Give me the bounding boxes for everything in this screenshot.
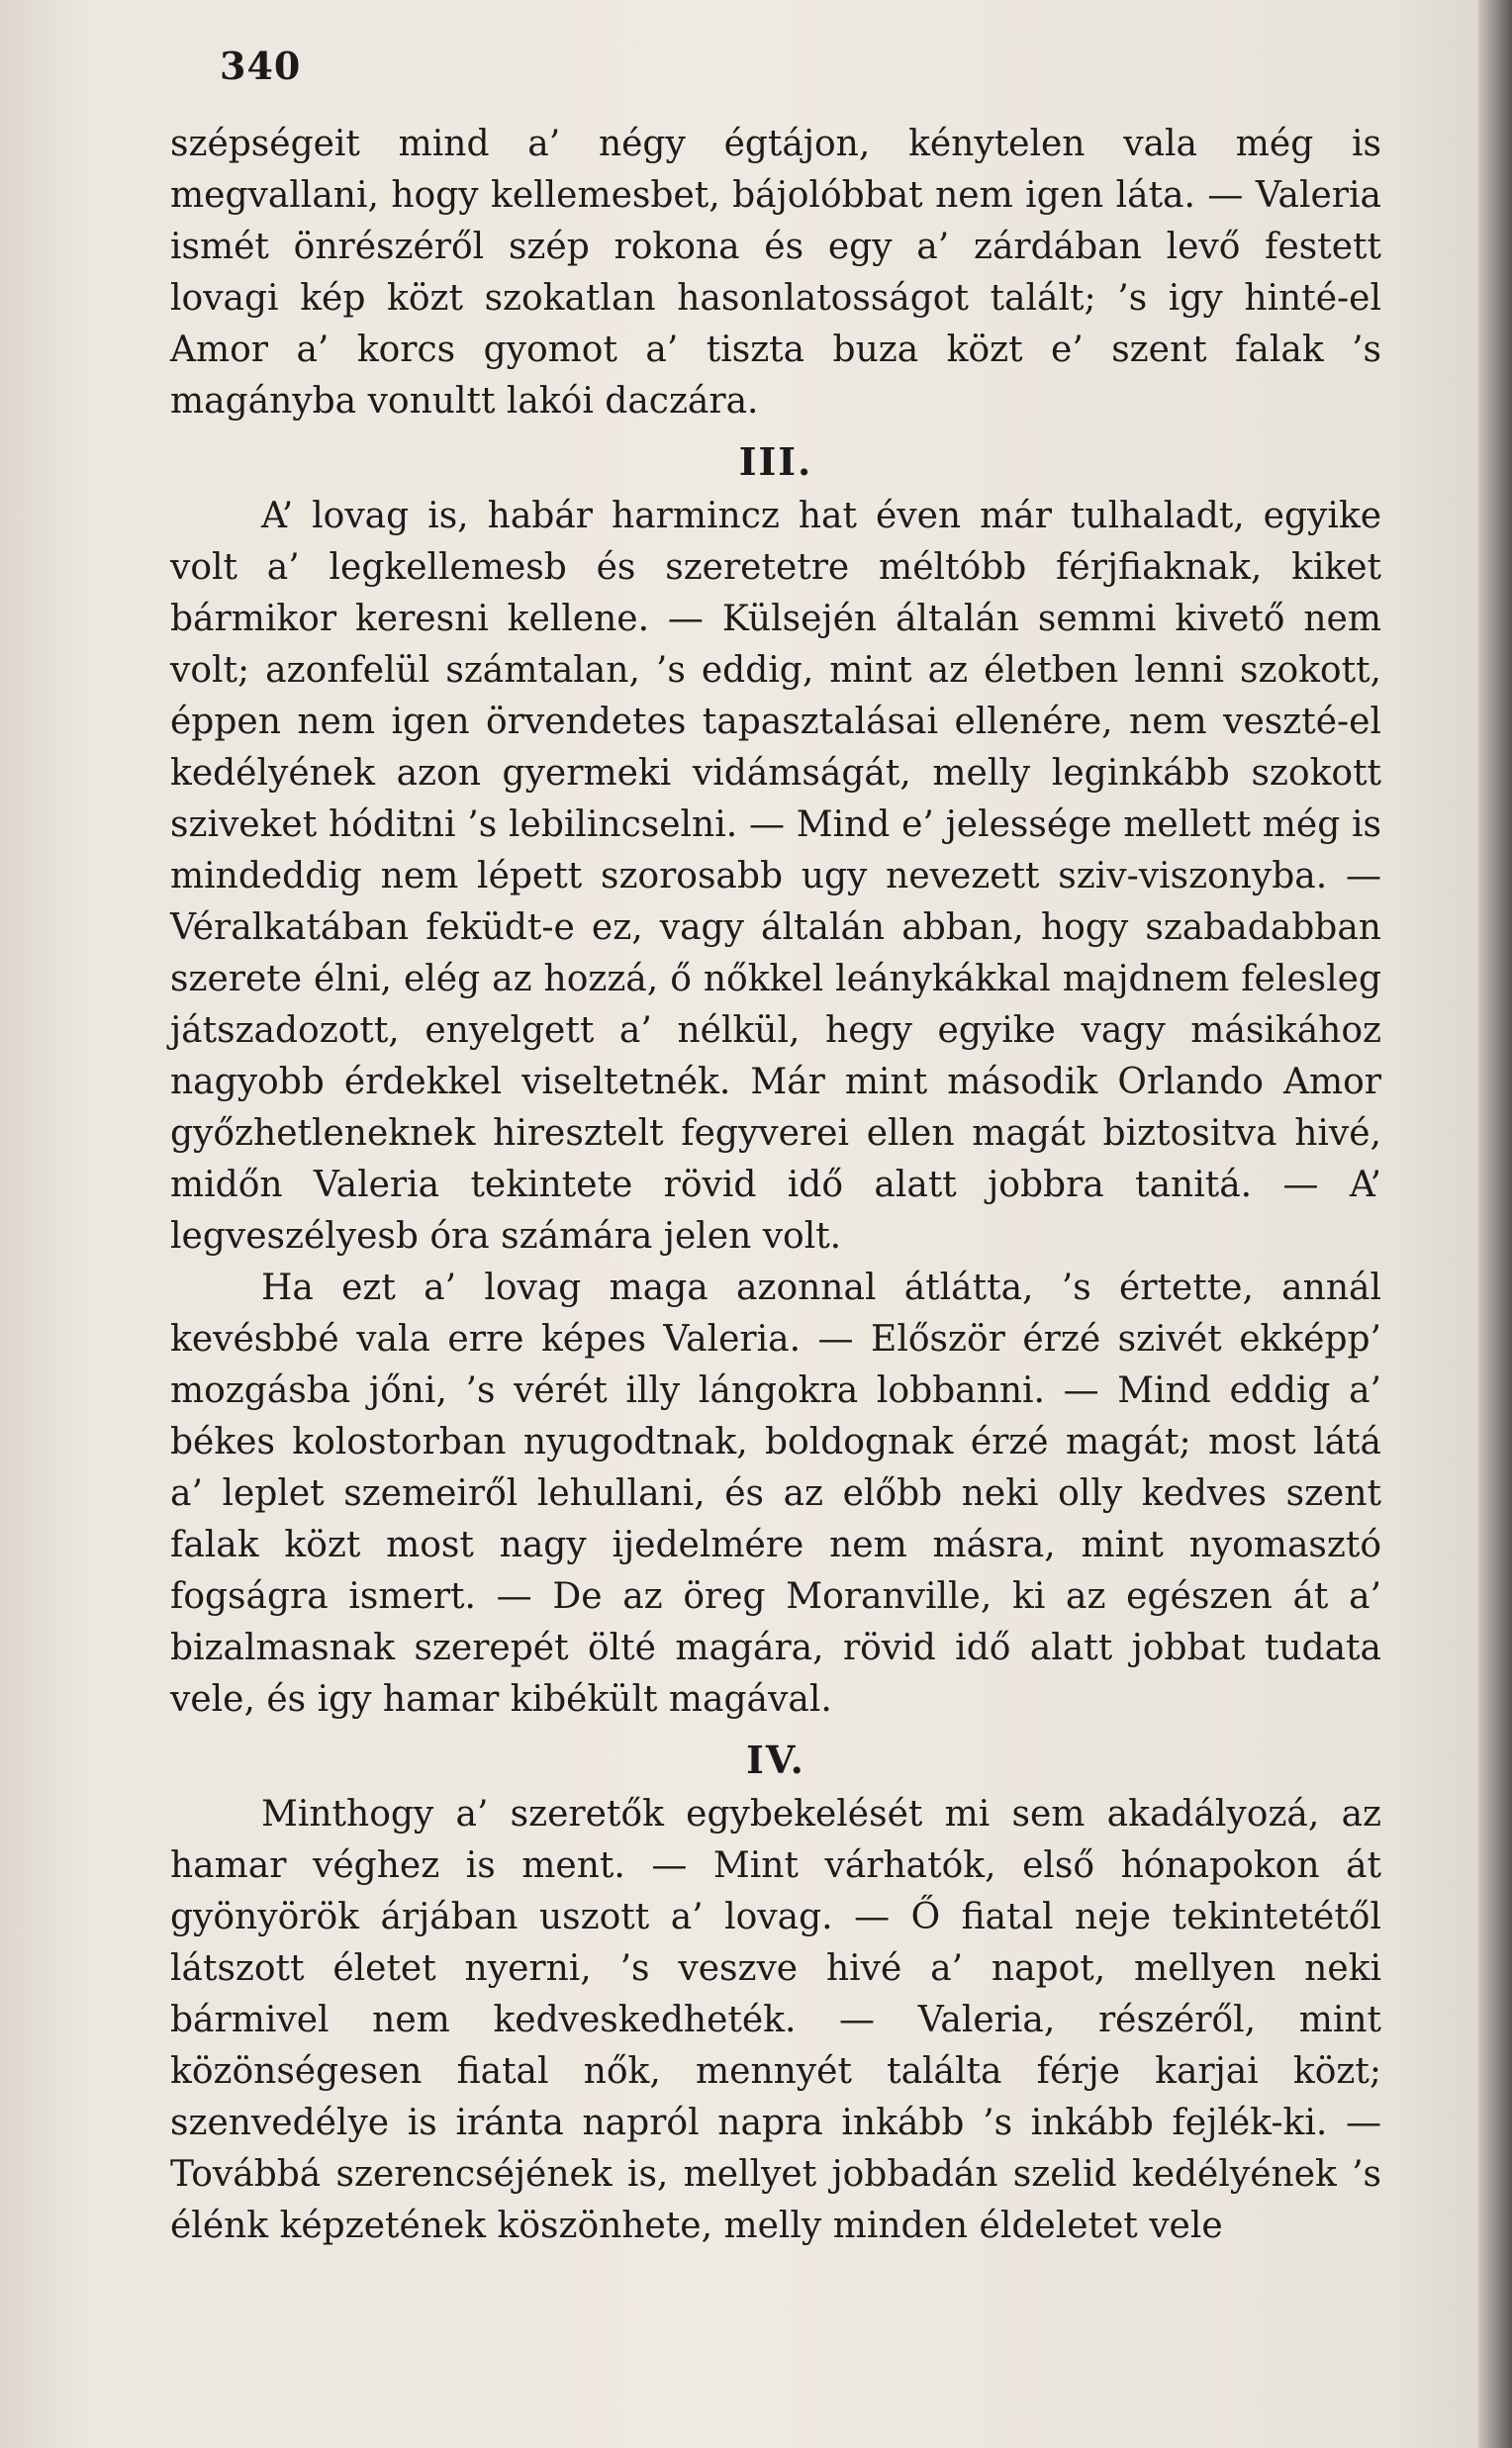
section-heading-4: IV. <box>746 1738 805 1782</box>
paragraph-2: A’ lovag is, habár harmincz hat éven már tulhaladt, egyike volt a’ legkellemesb és szeretetre méltóbb férjfiaknak, kiket bármikor keresni kellene. — Külsején általán semmi kivető nem volt; azonfelül számtalan, ’s eddig, mint az életben lenni szokott, éppen nem igen örvendetes tapasztalásai ellenére, nem veszté-el kedélyének azon gyermeki vidámságát, melly leginkább szokott sziveket hóditni ’s lebilincselni. — Mind e’ jelessége mellett még is mindeddig nem lépett szorosabb ugy nevezett sziv-viszonyba. — Véralkatában feküdt-e ez, vagy általán abban, hogy szabadabban szerete élni, elég az hozzá, ő nőkkel leánykákkal majdnem felesleg játszadozott, enyelgett a’ nélkül, hegy egyike vagy másikához nagyobb érdekkel viseltetnék. Már mint második Orlando Amor győzhetleneknek hiresztelt fegyverei ellen magát biztositva hivé, midőn Valeria tekintete rövid idő alatt jobbra tanitá. — A’ legveszélyesb óra számára jelen volt. <box>170 496 1381 1257</box>
page-number: 340 <box>220 44 302 88</box>
paragraph-4: Minthogy a’ szeretők egybekelését mi sem akadályozá, az hamar véghez is ment. — Mint várhatók, első hónapokon át gyönyörök árjában uszott a’ lovag. — Ő fiatal neje tekintetétől látszott életet nyerni, ’s veszve hivé a’ napot, mellyen neki bármivel nem kedveskedheték. — Valeria, részéről, mint közönségesen fiatal nők, mennyét találta férje karjai közt; szenvedélye is iránta napról napra inkább ’s inkább fejlék-ki. — Továbbá szerencséjének is, mellyet jobbadán szelid kedélyének ’s élénk képzetének köszönhete, melly minden éldeletet vele <box>170 1794 1381 2246</box>
page-edge-shadow <box>1478 0 1512 2448</box>
paragraph-3: Ha ezt a’ lovag maga azonnal átlátta, ’s értette, annál kevésbbé vala erre képes Valeria. — Először érzé szivét ekképp’ mozgásba jőni, ’s vérét illy lángokra lobbanni. — Mind eddig a’ békes kolostorban nyugodtnak, boldognak érzé magát; most látá a’ leplet szemeiről lehullani, és az előbb neki olly kedves szent falak közt most nagy ijedelmére nem másra, mint nyomasztó fogságra ismert. — De az öreg Moranville, ki az egészen át a’ bizalmasnak szerepét ölté magára, rövid idő alatt jobbat tudata vele, és igy hamar kibékült magával. <box>170 1268 1381 1720</box>
text-block <box>170 119 1381 2252</box>
paragraph-1: szépségeit mind a’ négy égtájon, kénytelen vala még is megvallani, hogy kellemesbet, bájolóbbat nem igen láta. — Valeria ismét önrészéről szép rokona és egy a’ zárdában levő festett lovagi kép közt szokatlan hasonlatosságot talált; ’s igy hinté-el Amor a’ korcs gyomot a’ tiszta buza közt e’ szent falak ’s magányba vonultt lakói daczára. <box>170 124 1381 422</box>
section-heading-3: III. <box>738 439 813 484</box>
